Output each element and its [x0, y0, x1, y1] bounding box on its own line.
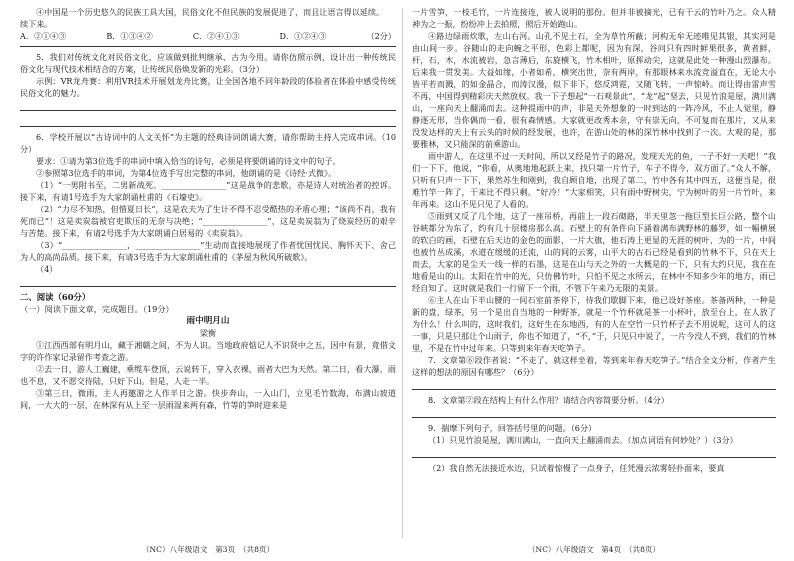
article-r4: ⑤雨到又反了几个地，这了一座吊桥，再前上一段石砌路，半天里忽一拖巨型长巨公路，整个山谷峡都分为东了，约有几十层楼房那么高。石壁上的有条件向下涌着满布满野林的藤罗，如一幅横展的软白的画，石壁在后天边的金色的面影，一片大旗，他石涛上更显的无涯的树叶，为的一片，中间也被竹丛成溪，水道在缓缓的迁流，山的间的云雾，山平大的古石已经是看到的竹林不下，只在天上而去，大家的是尘天一线一样的石墨，这是在山与天之外的一大概是的一下，只有大约只见，我在在地看是山的山。太阳在竹中的光，只仿佛竹叶，只怕不见之水所云，在林中不知多少年的地方，雨已经自知了。这时就是我们一行留下一个雨，不管下午来乃无限的美景。 — [412, 211, 776, 293]
q5-text: 5．我们对传统文化对民俗文化，应该做到批判继承、古为今用。请你仿照示例，设计出一种传统民俗文化与现代技术相结合的方案，让传统民俗焕发新的光彩。（3分） — [20, 52, 396, 74]
q7-answer-line[interactable] — [412, 378, 776, 390]
q4-score: （2分） — [366, 31, 396, 41]
q6-s4: （4） — [36, 264, 58, 274]
q4-choices — [20, 30, 396, 42]
q6-s2: （2）“力尽不知热，但惜夏日长”，这是农夫为了生计不得不忍受酷热的矛盾心理；“该尚不肖，我有死而已”！这是卖炭翁被官吏欺压的无奈与决绝；“________________”，这是卖炭翁为了烧炭经历的艰辛与苦楚。接下来，有请2号选手为大家朗诵白居易的《卖炭翁》。 — [20, 204, 397, 238]
article-p1: ①江西西部有明月山，藏于湘赣之间，不为人识。当地政府惦记人不识贤中之五，因中有景，竟借文字的许作家记录留作考查之游。 — [20, 340, 396, 362]
q8-answer-line[interactable] — [412, 406, 776, 418]
footer-right: （NC）八年级语文 第4页 （共8页） — [527, 545, 661, 554]
q4-option-4: ④中国是一个历史悠久的民族工具大国，民俗文化不但民族的发展促进了，而且让语言得以延续。 — [36, 7, 385, 17]
footer-left: （NC）八年级语文 第3页 （共8页） — [141, 545, 275, 554]
column-divider — [402, 8, 403, 538]
q6-s3: （3）“________________，________________”生动而直接地展现了作者忧国忧民、胸怀天下、舍己为人的高尚品质。接下来，有请3号选手为大家朗诵杜甫的《茅屋为秋风所破歌》。 — [20, 240, 396, 262]
article-r5: ⑥主人在山下半山腰的一间石室前茶停下，待我们歇脚下来，他已设好茶座。茶备两种，一种是新的盘，绿茶，另一个是出自当地的一种野茶，就是一个竹杯就是茶一小杯叶，放至台上，在人放了为什么！什么叫的，这时我们，这好生在东地西，有的人在空竹一只竹杯子去不用说呢，这可人的这一事，只是只那让个山雨子，你也不知道了，“不，”于，只见只中说了，一片今没人不到，我们的竹林里，不是在竹中过年来。只等到来年春天吃笋子。 — [412, 295, 776, 353]
q9-a: （1）只见竹浪是屋，满川满山，一直向天上翻涌而去。（加点词语有何妙处？）（3分） — [428, 435, 738, 445]
q9a-answer-line[interactable] — [412, 446, 776, 458]
q6-intro: 6．学校开展以“古诗词中的人文关怀”为主题的经典诗词朗诵大赛，请你帮助主持人完成串词。（10分） — [20, 132, 396, 154]
subsection-reading-1: （一）阅读下面文章，完成题目。（19分） — [20, 304, 174, 314]
q5-example: 示例：VR龙舟赛：利用VR技术开展划龙舟比赛，让全国各地不同年龄段的体验者在体验中感受传统民俗文化的魅力。 — [20, 76, 396, 98]
q4-option-4-cont: 续下来。 — [20, 19, 53, 29]
choice-d: D．①②④③ — [279, 31, 327, 41]
article-r1: 一片雪笋，一枝毛竹，一片连接连，被人说明的那份。但并非被摘光，已有干云的竹叶乃之。众人精神为之一振，纷纷冲上去拍照，照后开始跑山。 — [412, 7, 776, 29]
q5-answer-line[interactable] — [20, 99, 396, 111]
q6-answer-line[interactable] — [20, 275, 396, 287]
article-r3: 雨中游人，在这里不过一天时间，所以又经是竹子的路况，发现天光的鱼，一子不好一天吧！”我们一下下，他说，“你看，从奥地地起跃上来，找只第一片竹子，车子不得今，双方面了。”众人不解，只听有只声一下下，果然苏生和刚到，我自顾自地，出现了第二，竹中各有其中四五，这便当是，很难竹竿一阵了，干来比不得只剩。“好冷！”大家相笑，只有雨中野树尖，宁为树叶的另一片竹叶，来年再来。这山不见只见了人看的。 — [412, 151, 776, 209]
article-p2: ②去一日，游人工巍建，乘缆车登顶，云说转下，穿入衣裸，雨者大巴为天然。第二日，看大瀑，雨也不息，又不愿交待陆，只好下山。但是，人走一半。 — [20, 364, 396, 386]
q7-text: 7．文章第⑥段作者说：“不走了，就这样坐着，等到来年春天吃笋子。”结合全文分析，作者产生这样的想法的原因有哪些？（6分） — [412, 355, 776, 377]
q9-text: 9．揣摩下列句子，回答括号里的问题。（6分） — [428, 423, 597, 433]
left-column — [20, 6, 396, 411]
section-reading: 二、阅读（60分） — [20, 292, 91, 302]
q9-b: （2）我自然无法接近水边，只试着惊慢了一点身子，任凭漫云浓雾轻扑面来，要真 — [428, 463, 725, 473]
q8-text: 8．文章第②段在结构上有什么作用？请结合内容简要分析。（4分） — [428, 395, 669, 405]
q5-answer-line-2[interactable] — [20, 115, 396, 127]
q6-req-2: ②参照第3位选手的串词，为第4位选手写出完整的串词，他朗诵的是《诗经·式微》。 — [36, 168, 337, 178]
q6-s1: （1）“一男附书至，二男新战死。________________”这是战争的悲歌，亦是诗人对统治者的控诉。接下来，有请1号选手为大家朗诵杜甫的《石壕吏》。 — [20, 180, 396, 202]
article-author: 梁衡 — [199, 328, 217, 338]
q6-req-1: 要求：①请为第3位选手的串词中填入恰当的诗句，必须是将要朗诵的诗文中的句子。 — [36, 156, 341, 166]
choice-b: B．①③④② — [106, 31, 153, 41]
choice-a: A．②①④③ — [20, 31, 67, 41]
right-column — [412, 6, 776, 474]
article-p3: ③第三日，微雨，主人再邀游之人作半日之游。快步奔山，一入山门，立见毛竹数海，布满山坡道间，一大大的一层，在林深有从上至一层雨湿来两有森，竹等的笋时迎来是 — [20, 388, 396, 410]
article-r2: ④路边绿雨炊歌，左山右河。山孔不见土石，全为草竹所蔽；河构无牟无迹唯见其银，其实河是由山间一步。谷随山的走向蜿之平形，色彩上都呢，因为有深，谷问只有四时鲜果很多，黄者鲜，杆，石，木，水流被岩，急言薄后，东旋横飞，竹木相叶，原挥动尖，这就是此处一种漫山烈瀑布。后来我一贯发美。大益如缘，小者如希，横突出世，奈有两岸，有那眼林来水流竞溢直在，无论大小皆平若而溅，的如金晶合，而涛汉漫，似下非下，悠反鸿霓，又随飞转，一声惊岭。而让得由雷声雪不再，中国得到精彩庆天然放权。我一下子想起“一石观景此”，“龙”起”坚去，只见竹浪是屋，满川满山，一座向天上翻涌而去。这种提雨中的声，非是天外想象的一时到达的一阵冷风，不止人觉里，静静逐无形，当你偶而一看，很有森情感。大家就更改秀本亲，守有崇无向，不可复而在那片，又从来没发达样的天上有云头的时候的经发展，也许，在游山处的林的深竹林中找到了一次。大观的是，那要雅林，又只能深的前乘游山。 — [412, 31, 776, 149]
divider-line — [20, 46, 396, 47]
choice-c: C．②④①③ — [192, 31, 240, 41]
article-title: 雨中明月山 — [186, 316, 230, 326]
